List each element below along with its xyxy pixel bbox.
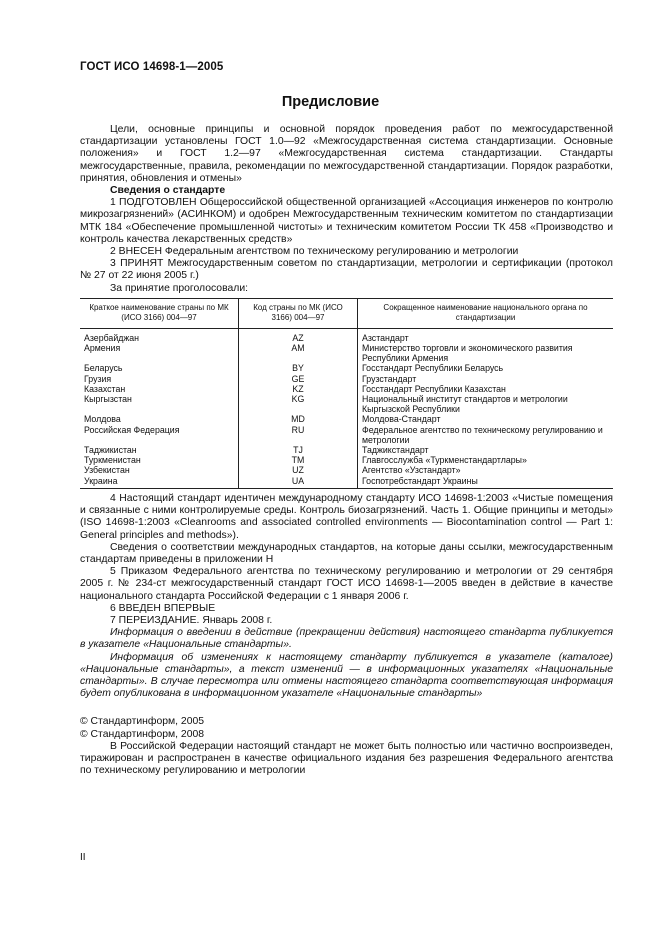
item-1-paragraph: 1 ПОДГОТОВЛЕН Общероссийской общественной организацией «Ассоциация инженеров по контролю микрозагрязнений» (АСИНКОМ) и одобрен Межгосударственным техническим комитетом по стандартизации МТК 184 «Обеспечение промышленной чистоты» и техническим комитетом России ТК 458 «Производство и контроль качества лекарственных средств» (80, 197, 613, 245)
cell-standards-body: Федеральное агентство по техническому регулированию и метрологии (358, 425, 614, 445)
table-row (80, 384, 613, 394)
table-body (80, 328, 613, 488)
cell-code: TM (239, 455, 358, 465)
table-row (80, 343, 613, 363)
cell-country: Беларусь (84, 363, 123, 374)
page-number: II (80, 852, 86, 863)
table-header-code: Код страны по МК (ИСО 3166) 004—97 (239, 298, 358, 328)
intro-paragraph: Цели, основные принципы и основной порядок проведения работ по межгосударственной стандартизации установлены ГОСТ 1.0—92 «Межгосударственная система стандартизации. Основные положения» и ГОСТ 1.2—97 «Межгосударственная система стандартизации. Стандарты межгосударственные, правила, рекомендации по межгосударственной стандартизации. Порядок разработки, принятия, обновления и отмены» (80, 124, 613, 184)
vote-caption: За принятие проголосовали: (110, 282, 249, 294)
document-body (80, 124, 613, 777)
cell-code: TJ (239, 445, 358, 455)
cell-code: AZ (239, 328, 358, 343)
cell-standards-body: Министерство торговли и экономического развития Республики Армения (358, 343, 614, 363)
cell-standards-body: Госпотребстандарт Украины (358, 476, 614, 489)
info-heading: Сведения о стандарте (110, 185, 226, 197)
item-6-paragraph: 6 ВВЕДЕН ВПЕРВЫЕ (110, 602, 216, 614)
cell-country: Грузия (84, 373, 112, 384)
cell-code: BY (239, 363, 358, 373)
table-row (80, 328, 613, 343)
cell-country: Кыргызстан (84, 394, 132, 405)
document-code: ГОСТ ИСО 14698-1—2005 (80, 61, 224, 73)
cell-country: Азербайджан (84, 332, 139, 343)
info-note-1: Информация о введении в действие (прекращении действия) настоящего стандарта публикуется в указателе «Национальные стандарты». (80, 627, 613, 651)
cell-standards-body: Госстандарт Республики Беларусь (358, 363, 614, 373)
cell-code: RU (239, 425, 358, 445)
cell-country: Казахстан (84, 383, 126, 394)
cell-code: MD (239, 414, 358, 424)
cell-standards-body: Таджикстандарт (358, 445, 614, 455)
cell-standards-body: Молдова-Стандарт (358, 414, 614, 424)
cell-code: UA (239, 476, 358, 489)
cell-code: AM (239, 343, 358, 363)
cell-code: UZ (239, 465, 358, 475)
cell-code: KZ (239, 384, 358, 394)
table-row (80, 363, 613, 373)
cell-country: Узбекистан (84, 465, 130, 476)
table-row (80, 445, 613, 455)
cell-standards-body: Национальный институт стандартов и метрологии Кыргызской Республики (358, 394, 614, 414)
table-header-body: Сокращенное наименование национального органа по стандартизации (358, 298, 614, 328)
cell-code: KG (239, 394, 358, 414)
table-row (80, 455, 613, 465)
cell-standards-body: Грузстандарт (358, 374, 614, 384)
cell-standards-body: Главгосслужба «Туркменстандартлары» (358, 455, 614, 465)
cell-country: Армения (84, 343, 121, 354)
table-header-country: Краткое наименование страны по МК (ИСО 3166) 004—97 (80, 298, 239, 328)
cell-country: Молдова (84, 414, 121, 425)
info-note-2: Информация об изменениях к настоящему стандарту публикуется в указателе (каталоге) «Национальные стандарты», а текст изменений — в информационных указателях «Национальные стандарты». В случае пересмотра или отмены настоящего стандарта соответствующая информация будет опубликована в информационном указателе «Национальные стандарты» (80, 651, 613, 700)
item-7-paragraph: 7 ПЕРЕИЗДАНИЕ. Январь 2008 г. (110, 614, 273, 626)
copyright-line-2008: © Стандартинформ, 2008 (80, 728, 205, 740)
member-states-table (80, 298, 613, 489)
table-row (80, 465, 613, 475)
cell-standards-body: Азстандарт (358, 328, 614, 343)
copyright-block (80, 716, 613, 740)
cell-standards-body: Госстандарт Республики Казахстан (358, 384, 614, 394)
item-3-paragraph: 3 ПРИНЯТ Межгосударственным советом по стандартизации, метрологии и сертификации (протокол № 27 от 22 июня 2005 г.) (80, 258, 613, 282)
cell-country: Таджикистан (84, 445, 137, 456)
cell-country: Российская Федерация (84, 424, 180, 435)
page-title: Предисловие (281, 94, 380, 110)
table-row (80, 476, 613, 489)
table-row (80, 414, 613, 424)
table-row (80, 394, 613, 414)
copyright-line-2005: © Стандартинформ, 2005 (80, 716, 205, 728)
reproduction-notice: В Российской Федерации настоящий стандарт не может быть полностью или частично воспроизведен, тиражирован и распространен в качестве официального издания без разрешения Федерального агентства по техническому регулированию и метрологии (80, 740, 613, 777)
table-row (80, 374, 613, 384)
cell-code: GE (239, 374, 358, 384)
cell-standards-body: Агентство «Узстандарт» (358, 465, 614, 475)
table-row (80, 425, 613, 445)
item-4-note: Сведения о соответствии международных стандартов, на которые даны ссылки, межгосударственным стандартам приведены в приложении Н (80, 541, 613, 565)
item-5-paragraph: 5 Приказом Федерального агентства по техническому регулированию и метрологии от 29 сентября 2005 г. № 234-ст межгосударственный стандарт ГОСТ ИСО 14698-1—2005 введен в действие в качестве национального стандарта Российской Федерации с 1 января 2006 г. (80, 566, 613, 602)
item-2-paragraph: 2 ВНЕСЕН Федеральным агентством по техническому регулированию и метрологии (110, 246, 519, 258)
cell-country: Туркменистан (84, 455, 141, 466)
cell-country: Украина (80, 476, 239, 489)
item-4-paragraph: 4 Настоящий стандарт идентичен международному стандарту ИСО 14698-1:2003 «Чистые помещения и связанные с ними контролируемые среды. Контроль биозагрязнений. Часть 1. Общие принципы и методы» (ISO 14698-1:2003 «Cleanrooms and associated controlled environments — Biocontamination control — Part 1: General principles and methods»). (80, 492, 613, 541)
